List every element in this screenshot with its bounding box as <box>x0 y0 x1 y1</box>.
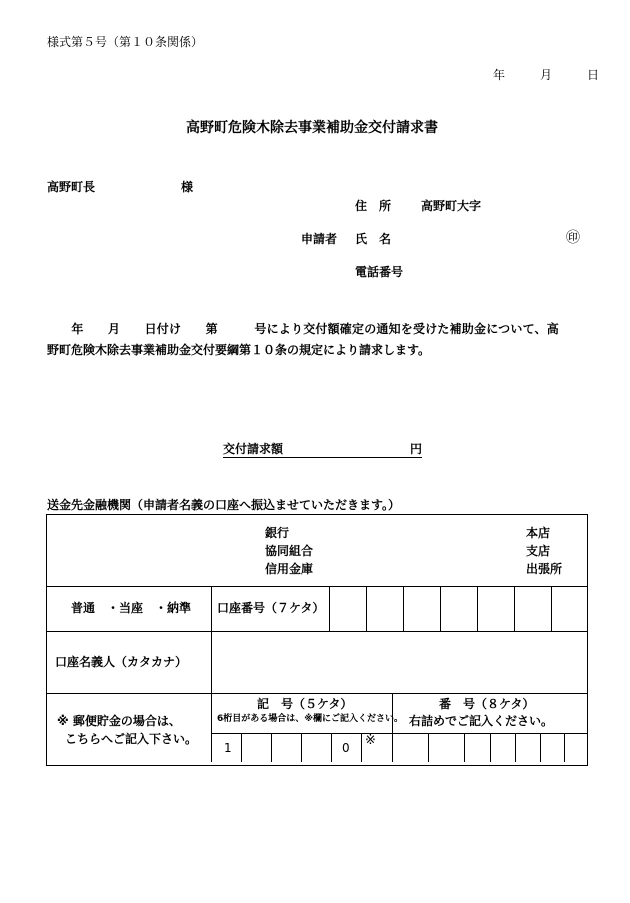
account-holder-label: 口座名義人（カタカナ） <box>55 655 188 669</box>
branch-type-main: 本店 <box>526 526 551 540</box>
applicant-label: 申請者 <box>301 232 338 246</box>
postal-note-line-2: こちらへご記入下さい。 <box>65 732 198 746</box>
account-number-label: 口座番号（７ケタ） <box>217 601 325 615</box>
name-label: 氏 名 <box>355 232 392 246</box>
column-divider <box>211 586 212 762</box>
form-number: 様式第５号（第１０条関係） <box>47 35 204 49</box>
postal-note-line-1: ※ 郵便貯金の場合は、 <box>57 714 181 728</box>
date-day-label: 日 <box>587 68 600 82</box>
symbol-digit-fixed-0: 0 <box>342 741 350 755</box>
account-digit-divider <box>329 586 330 631</box>
account-number-input[interactable] <box>331 588 585 629</box>
symbol-extra-input[interactable] <box>363 747 390 760</box>
amount-input[interactable] <box>292 440 406 456</box>
date-year-label: 年 <box>493 68 506 82</box>
amount-label: 交付請求額 <box>223 442 284 456</box>
row-divider <box>211 733 587 734</box>
symbol-note: 6桁目がある場合は、※欄にご記入ください。 <box>217 714 404 724</box>
bank-type-credit-union: 信用金庫 <box>265 562 314 576</box>
address-label: 住 所 <box>355 199 392 213</box>
symbol-extra-mark: ※ <box>365 733 376 748</box>
symbol-input[interactable] <box>243 735 359 760</box>
phone-label: 電話番号 <box>355 265 404 279</box>
number-input[interactable] <box>394 735 585 760</box>
branch-type-branch: 支店 <box>526 544 551 558</box>
row-divider <box>47 631 587 632</box>
account-holder-input[interactable] <box>215 635 585 690</box>
column-divider <box>392 693 393 762</box>
address-value: 高野町大字 <box>421 199 482 213</box>
seal-mark: ㊞ <box>566 230 580 246</box>
row-divider <box>47 586 587 587</box>
bank-name-input[interactable] <box>51 519 251 579</box>
addressee-suffix: 様 <box>181 180 194 194</box>
branch-name-input[interactable] <box>337 519 517 579</box>
branch-type-office: 出張所 <box>526 562 563 576</box>
number-label: 番 号（８ケタ） <box>439 697 535 711</box>
bank-type-bank: 銀行 <box>265 526 290 540</box>
amount-underline <box>223 457 422 458</box>
date-month-label: 月 <box>540 68 553 82</box>
bank-section-heading: 送金先金融機関（申請者名義の口座へ振込ませていただきます。） <box>47 498 401 512</box>
addressee-name: 高野町長 <box>47 180 96 194</box>
bank-type-cooperative: 協同組合 <box>265 544 314 558</box>
bank-table <box>46 514 588 766</box>
body-line-1: 年 月 日付け 第 号により交付額確定の通知を受けた補助金について、高 <box>47 322 559 336</box>
number-note: 右詰めでご記入ください。 <box>409 714 554 728</box>
body-line-2: 野町危険木除去事業補助金交付要綱第１０条の規定により請求します。 <box>47 343 431 357</box>
symbol-digit-divider <box>241 733 242 762</box>
symbol-digit-fixed-1: 1 <box>224 741 232 755</box>
row-divider <box>47 693 587 694</box>
symbol-label: 記 号（５ケタ） <box>257 697 353 711</box>
amount-unit: 円 <box>410 442 423 456</box>
symbol-digit-divider <box>361 733 362 762</box>
account-type-options[interactable]: 普通 ・当座 ・納準 <box>71 601 192 615</box>
document-title: 高野町危険木除去事業補助金交付請求書 <box>186 120 438 136</box>
